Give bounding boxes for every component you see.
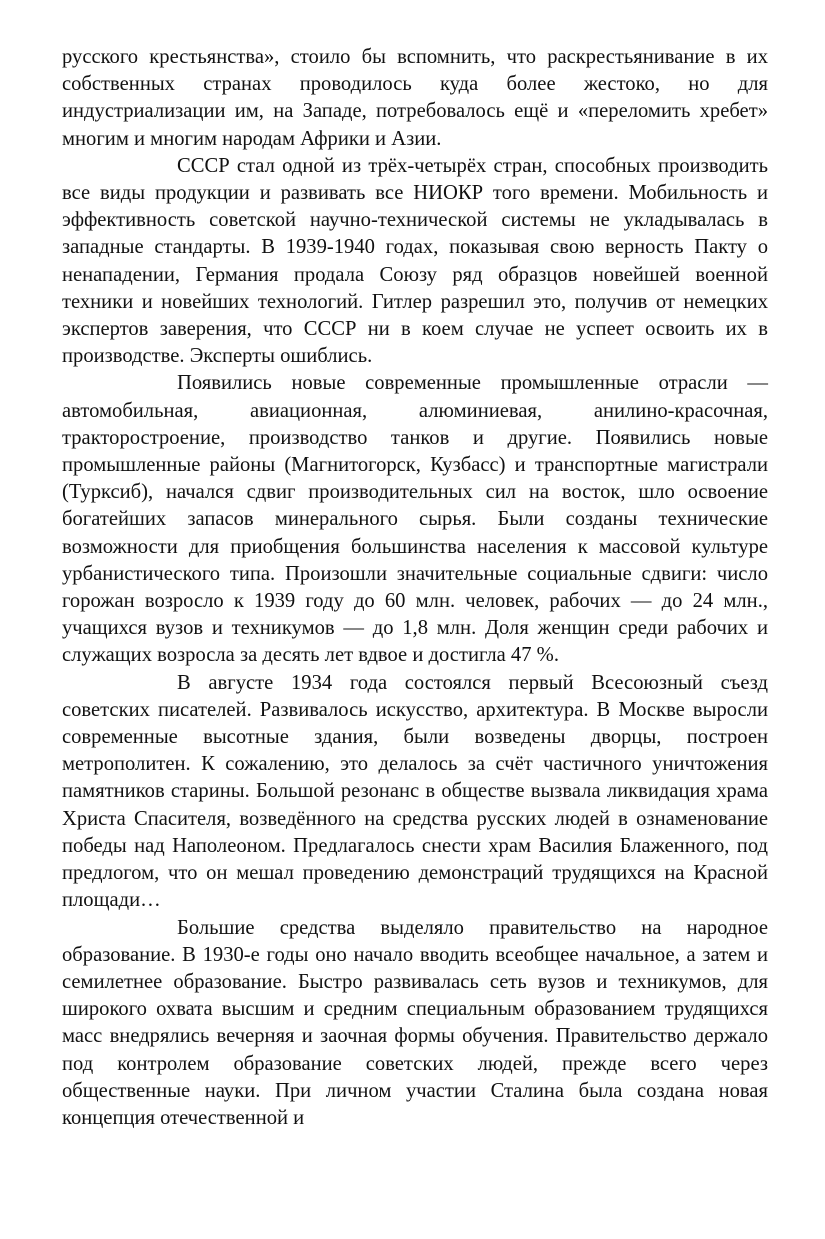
paragraph-new-industries: Появились новые современные промышленные отрасли — автомобильная, авиационная, алюминиевая, анилино-красочная, тракторостроение, производство танков и другие. Появились новые промышленные районы (Магнитогорск, Кузбасс) и транспортные магистрали (Турксиб), начался сдвиг производительных сил на восток, шло освоение богатейших запасов минерального сырья. Были созданы технические возможности для приобщения большинства населения к массовой культуре урбанистического типа. Произошли значительные социальные сдвиги: число горожан возросло к 1939 году до 60 млн. человек, рабочих — до 24 млн., учащихся вузов и техникумов — до 1,8 млн. Доля женщин среди рабочих и служащих возросла за десять лет вдвое и достигла 47 %. — [62, 372, 768, 667]
paragraph-education: Большие средства выделяло правительство на народное образование. В 1930-е годы оно начало вводить всеобщее начальное, а затем и семилетнее образование. Быстро развивалась сеть вузов и техникумов, для широкого охвата высшим и средним специальным образованием трудящихся масс внедрялись вечерняя и заочная формы обучения. Правительство держало под контролем образование советских людей, прежде всего через общественные науки. При личном участии Сталина была создана новая концепция отечественной и — [62, 916, 768, 1129]
document-page — [62, 44, 768, 1132]
paragraph-ussr-production: СССР стал одной из трёх-четырёх стран, способных производить все виды продукции и развивать все НИОКР того времени. Мобильность и эффективность советской научно-технической системы не укладывалась в западные стандарты. В 1939-1940 годах, показывая свою верность Пакту о ненападении, Германия продала Союзу ряд образцов новейшей военной техники и новейших технологий. Гитлер разрешил это, получив от немецких экспертов заверения, что СССР ни в коем случае не успеет освоить их в производстве. Эксперты ошиблись. — [62, 154, 768, 368]
paragraph-continuation: русского крестьянства», стоило бы вспомнить, что раскрестьянивание в их собственных странах проводилось куда более жестоко, но для индустриализации им, на Западе, потребовалось ещё и «переломить хребет» многим и многим народам Африки и Азии. — [62, 46, 768, 150]
paragraph-culture-architecture: В августе 1934 года состоялся первый Всесоюзный съезд советских писателей. Развивалось искусство, архитектура. В Москве выросли современные высотные здания, были возведены дворцы, построен метрополитен. К сожалению, это делалось за счёт частичного уничтожения памятников старины. Большой резонанс в обществе вызвала ликвидация храма Христа Спасителя, возведённого на средства русских людей в ознаменование победы над Наполеоном. Предлагалось снести храм Василия Блаженного, под предлогом, что он мешал проведению демонстраций трудящихся на Красной площади… — [62, 671, 768, 912]
